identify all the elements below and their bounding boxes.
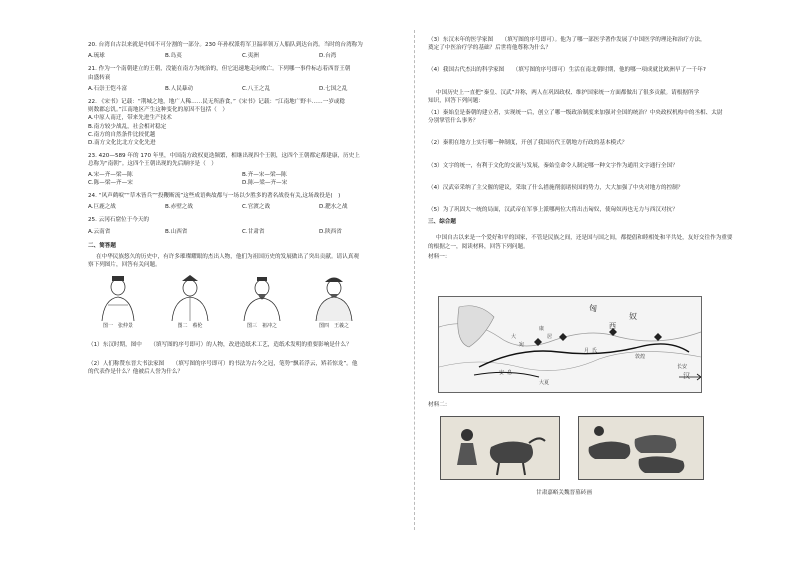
subquestion-2: （2）人们称赞东晋大书法家图 （填写图的序号即可）的书法为古今之冠，笔势“飘若浮云，矫若惊龙”。他 [88,360,358,367]
map-label: 月 [584,348,590,354]
map-label: 敦煌 [635,354,646,360]
map-label: 西 [609,322,616,330]
figure-1 [88,275,148,330]
question-22 [88,98,396,147]
option: D.陈—梁—齐—宋 [242,179,288,186]
option: C.甘肃省 [242,228,265,235]
subquestion-2-cont: 的代表作是什么？他被后人誉为什么？ [88,368,184,375]
figure-caption: 图二 蔡伦 [177,323,203,330]
option: B.南方较少战乱，社会相对稳定 [88,123,167,130]
option: A.琉球 [88,53,105,60]
option: D.陕西省 [319,228,342,235]
option: D.南方文化比北方文化先进 [88,140,156,147]
intro-text: 在中华民族悠久的历史中，有许多璀璨耀眼的杰出人物，他们为祖国历史的发展做出了突出贡献。请认真观 [96,254,359,261]
option: B.人民暴动 [165,85,193,92]
question-r2: （2）秦朝在地方上实行哪一种制度，开创了我国历代王朝地方行政的基本模式？ [428,140,628,147]
question-r5: （5）为了巩固大一统的局面，汉武帝在军事上派哪两位大将出击匈奴，使匈奴再也无力与西汉对抗？ [428,207,678,214]
q20-options [88,52,396,60]
left-column [88,36,396,376]
option: C.南方的自然条件比较优越 [88,131,156,138]
option: C.夷洲 [242,53,259,60]
question-20 [88,41,396,60]
option: B.赤壁之战 [165,204,193,211]
question-r1: （1）秦始皇是秦朝的建立者，实现统一后，创立了哪一级政治制度来加强对全国的统治？中央政权机构中的丞相、太尉 [428,110,723,117]
portrait-icon [240,275,284,321]
map-label: 宛 [519,342,525,348]
silk-road-map [438,296,702,393]
map-label: 居 [547,334,553,340]
material-2-label: 材料二： [428,402,451,408]
question-21 [88,65,396,93]
q21-stem-cont: 由盛转衰 [88,74,111,81]
map-label: 长安 [677,364,688,370]
q23-stem-cont: 总称为“南朝”。这四个王朝出现的先后顺序是（ ） [88,161,217,168]
option: C.八王之乱 [242,85,271,92]
portrait-figures [88,275,396,335]
figure-caption: 图一 张仲景 [102,323,133,330]
portrait-icon [96,275,140,321]
map-label: 汉 [683,372,690,380]
option: A.巨鹿之战 [88,204,116,211]
map-label: 大夏 [539,380,550,386]
section-heading-comprehensive: 三、综合题 [428,219,456,226]
q21-options [88,85,396,93]
q24-stem: 24. “风声鹤唳”“草木皆兵”“投鞭断流”这些成语典故都与一场以少胜多的著名战役有关,这场战役是( ) [88,193,341,200]
q20-stem: 20. 台湾自古以来就是中国不可分割的一部分。230 年孙权派将军卫温率领万人船队到达台湾。当时的台湾称为 [88,42,363,48]
figure-caption: 图三 祖冲之 [246,323,277,330]
figure-3 [232,275,292,330]
option: D.七国之乱 [319,85,348,92]
map-label: 匈 [589,304,597,313]
mural-image-right [578,416,704,480]
question-r1-cont: 分别掌管什么事务？ [428,118,479,125]
option: D.台湾 [319,53,337,60]
question-23 [88,152,396,187]
option: C.官渡之战 [242,204,271,211]
map-label: 大 [511,334,517,340]
question-r4: （4）汉武帝采纳了主父偃的建议，采取了什么措施削弱诸侯国的势力，大大加强了中央对地方的控制？ [428,184,684,191]
figure-2 [160,275,220,330]
option: A.石崇王恺斗富 [88,85,128,92]
mural-drawing [579,417,703,479]
portrait-icon [168,275,212,321]
subquestion-1: （1）东汉时期，图中 （填写图的序号即可）的人物，改进造纸术工艺，造纸术发明的重要影响是什么？ [88,342,352,349]
map-label: 奴 [629,312,637,321]
question-24 [88,192,396,211]
q24-options [88,203,396,211]
q21-stem: 21. 作为一个南朝建立的王朝，没能在南方为统治的，但它迅速地走向败亡。下列哪一事件标志着西晋王朝 [88,66,351,73]
q23-stem: 23. 420—589 年的 170 年里，中国南方政权更迭频繁，相继出现四个王朝，这四个王朝都定都建康，历史上 [88,153,360,160]
q22-stem: 22. 《宋书》记载：“荆城之地，地广人稀……民无所游食，”《宋书》记载：“江南地广野丰……一岁或稔 [88,99,346,106]
intro-text-cont: 察下列图片，回答有关问题。 [88,262,161,269]
option: A.云南省 [88,228,111,235]
figure-caption: 图四 王羲之 [318,323,349,330]
q25-options [88,228,396,236]
intro-qin-han: 中国历史上一直把“秦皇、汉武”并称，两人在巩固政权、维护国家统一方面都做出了很多贡献。请根据所学 [436,89,700,96]
map-label: 康 [539,326,545,332]
material-1-label: 材料一： [428,253,451,260]
q22-stem-cont: 则数郡忘饥。”江南地区产生这种变化的原因不包括（ ） [88,107,228,114]
right-column [428,36,740,261]
intro-peace: 中国自古以来是一个爱好和平的国家，不管是民族之间，还是国与国之间，都提倡和睦相处和平共处，友好交往作为重要 [436,235,733,242]
figure-4 [304,275,364,330]
mural-images [440,416,702,480]
portrait-icon [312,275,356,321]
section-heading-short-answer: 二、简答题 [88,242,116,249]
option: C.陈—梁—齐—宋 [88,179,133,186]
option: D.淝水之战 [319,204,348,211]
subquestion-3: （3）东汉末年的医学家图 （填写图的序号即可）。他为了哪一部医学著作发展了中国医学的理论和治疗方法， [428,37,706,43]
option: A.中原人南迁，带来先进生产技术 [88,115,172,122]
question-25 [88,216,396,235]
q23-options [88,171,396,187]
option: B.岛夷 [165,53,182,60]
map-label: 氏 [592,348,598,354]
intro-qin-han-cont: 知识，回答下列问题： [428,97,484,104]
map-drawing [439,297,701,392]
intro-peace-cont: 的根据之一，阅读材料，回答下列问题。 [428,243,529,250]
option: B.齐—宋—梁—陈 [242,171,287,178]
subquestion-4: （4）我国古代杰出的科学家图 （填写图的序号即可）生活在南北朝时期，他的哪一项成就比欧洲早了一千年? [428,67,706,74]
option: A.宋—齐—梁—陈 [88,171,133,178]
map-label: 安 [499,370,505,376]
mural-drawing [441,417,559,479]
map-label: 息 [507,370,513,376]
mural-caption: 甘肃嘉峪关魏晋墓砖画 [536,490,592,496]
q25-stem: 25. 云冈石窟位于今天的 [88,217,150,224]
mural-image-left [440,416,560,480]
question-r3: （3）文字的统一，有利于文化的交流与发展，秦始皇命令人制定哪一种文字作为通用文字通行全国？ [428,162,678,169]
column-divider [414,30,415,530]
subquestion-3-cont: 奠定了中医治疗学的基础？后世将他尊称为什么？ [428,45,552,52]
option: B.山西省 [165,228,188,235]
